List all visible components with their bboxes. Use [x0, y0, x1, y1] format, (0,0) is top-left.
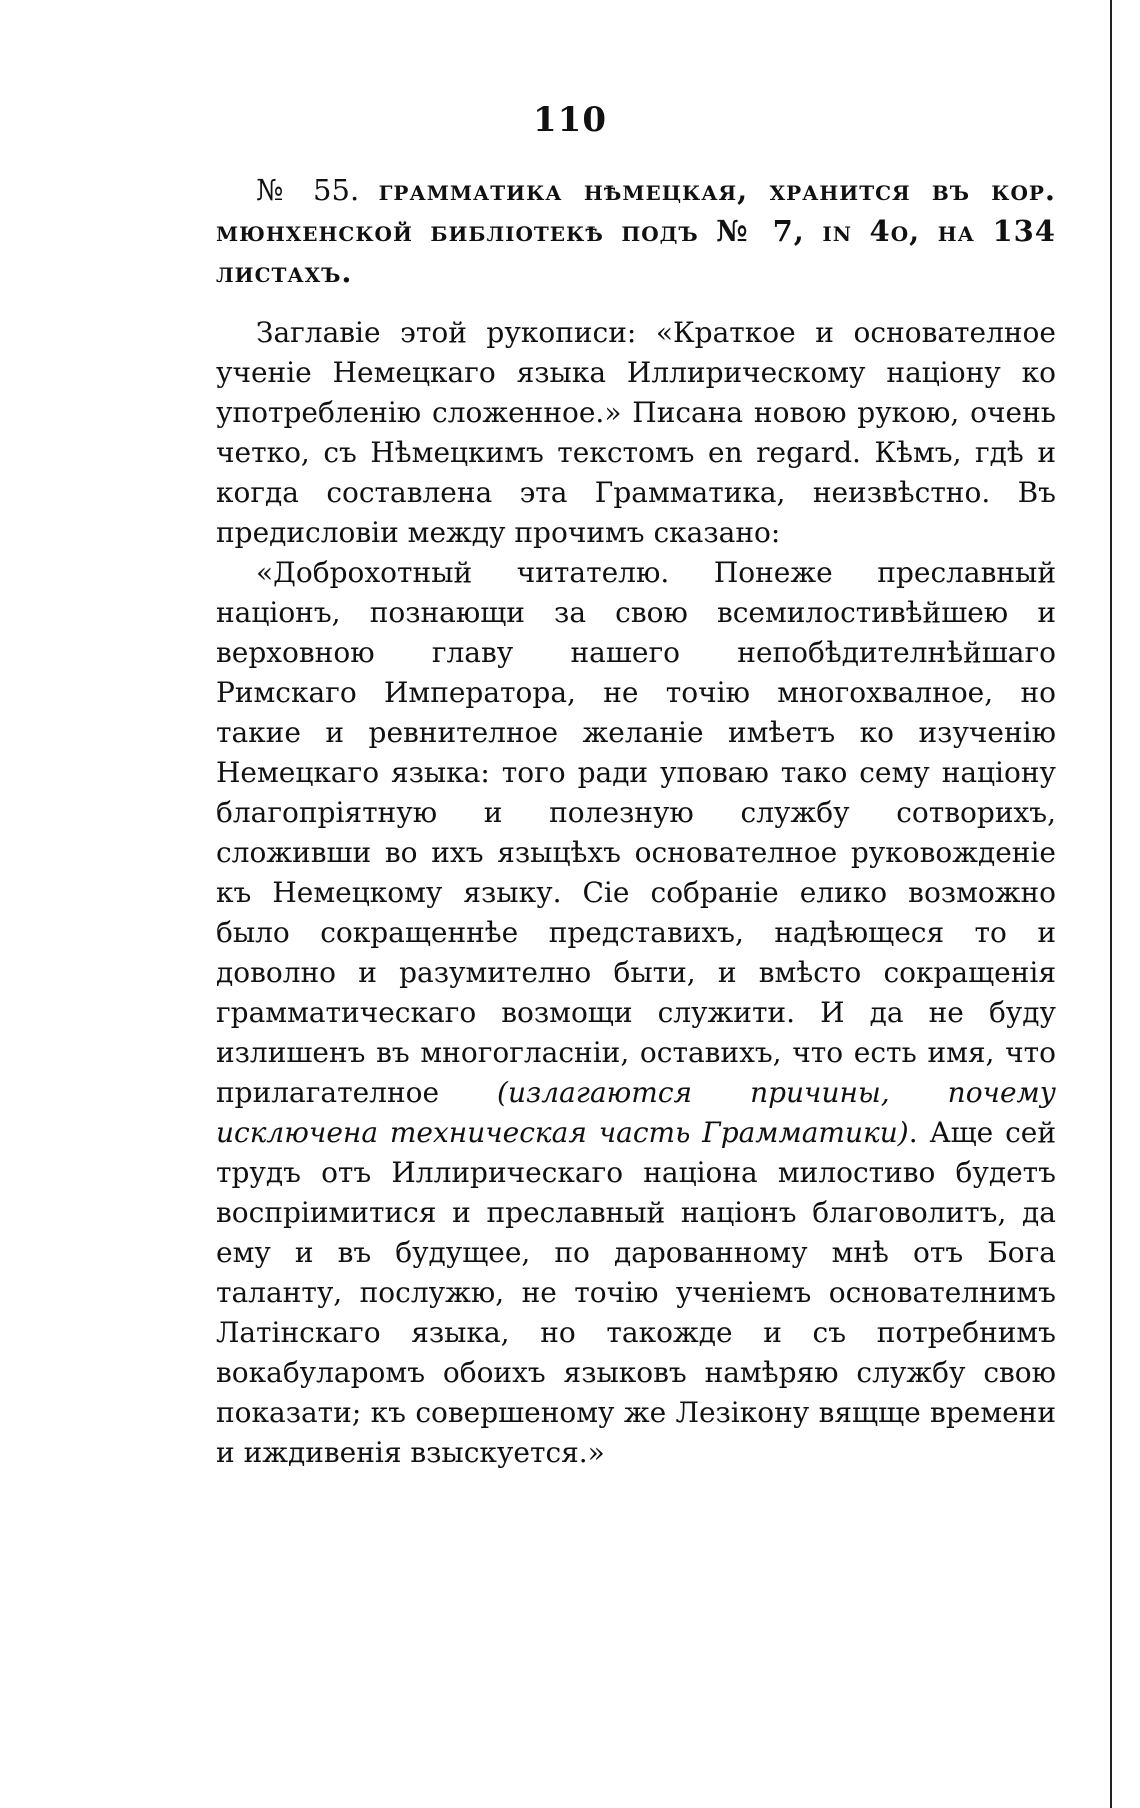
- page-edge-line: [1110, 0, 1112, 1808]
- entry-title: грамматика нѣмецкая, хранится въ кор. мюнхенской библіотекѣ подъ № 7, in 4о, на 134 листахъ.: [216, 173, 1057, 289]
- entry-number: № 55.: [256, 173, 360, 207]
- quote-text-part-2: . Аще сей трудъ отъ Иллирическаго націона милостиво будетъ воспріимитися и преславный націонъ благоволитъ, да ему и въ будущее, по дарованному мнѣ отъ Бога таланту, послужю, не точію ученіемъ основателнимъ Латінскаго языка, но такожде и съ потребнимъ вокабуларомъ обоихъ языковъ намѣряю службу свою показати; къ совершеному же Лезікону вящще времени и иждивенія взыскуется.»: [216, 1116, 1056, 1469]
- description-paragraph: Заглавіе этой рукописи: «Краткое и основателное ученіе Немецкаго языка Иллирическому націону ко употребленію сложенное.» Писана новою рукою, очень четко, съ Нѣмецкимъ текстомъ en regard. Кѣмъ, гдѣ и когда составлена эта Грамматика, неизвѣстно. Въ предисловіи между прочимъ сказано:: [216, 316, 1056, 549]
- quote-text-part-1: «Доброхотный читателю. Понеже преславный націонъ, познающи за свою всемилостивѣйшею и верховною главу нашего непобѣдителнѣйшаго Римскаго Императора, не точію многохвалное, но такие и ревнителное желаніе имѣетъ ко изученію Немецкаго языка: того ради уповаю тако сему націону благопріятную и полезную службу сотворихъ, сложивши во ихъ языцѣхъ основателное руковожденіе къ Немецкому языку. Сіе собраніе елико возможно было сокращеннѣе представихъ, надѣющеся то и доволно и разумително быти, и вмѣсто сокращенія грамматическаго возмощи служити. И да не буду излишенъ въ многогласніи, оставихъ, что есть имя, что прилагателное: [216, 556, 1056, 1109]
- page-content: [216, 170, 1056, 1473]
- entry-heading: [216, 170, 1056, 293]
- quote-paragraph: [216, 553, 1056, 1473]
- quote-italic-note: (излагаются причины, почему исключена техническая часть Грамматики): [216, 1076, 1056, 1149]
- page-number: 110: [533, 100, 607, 140]
